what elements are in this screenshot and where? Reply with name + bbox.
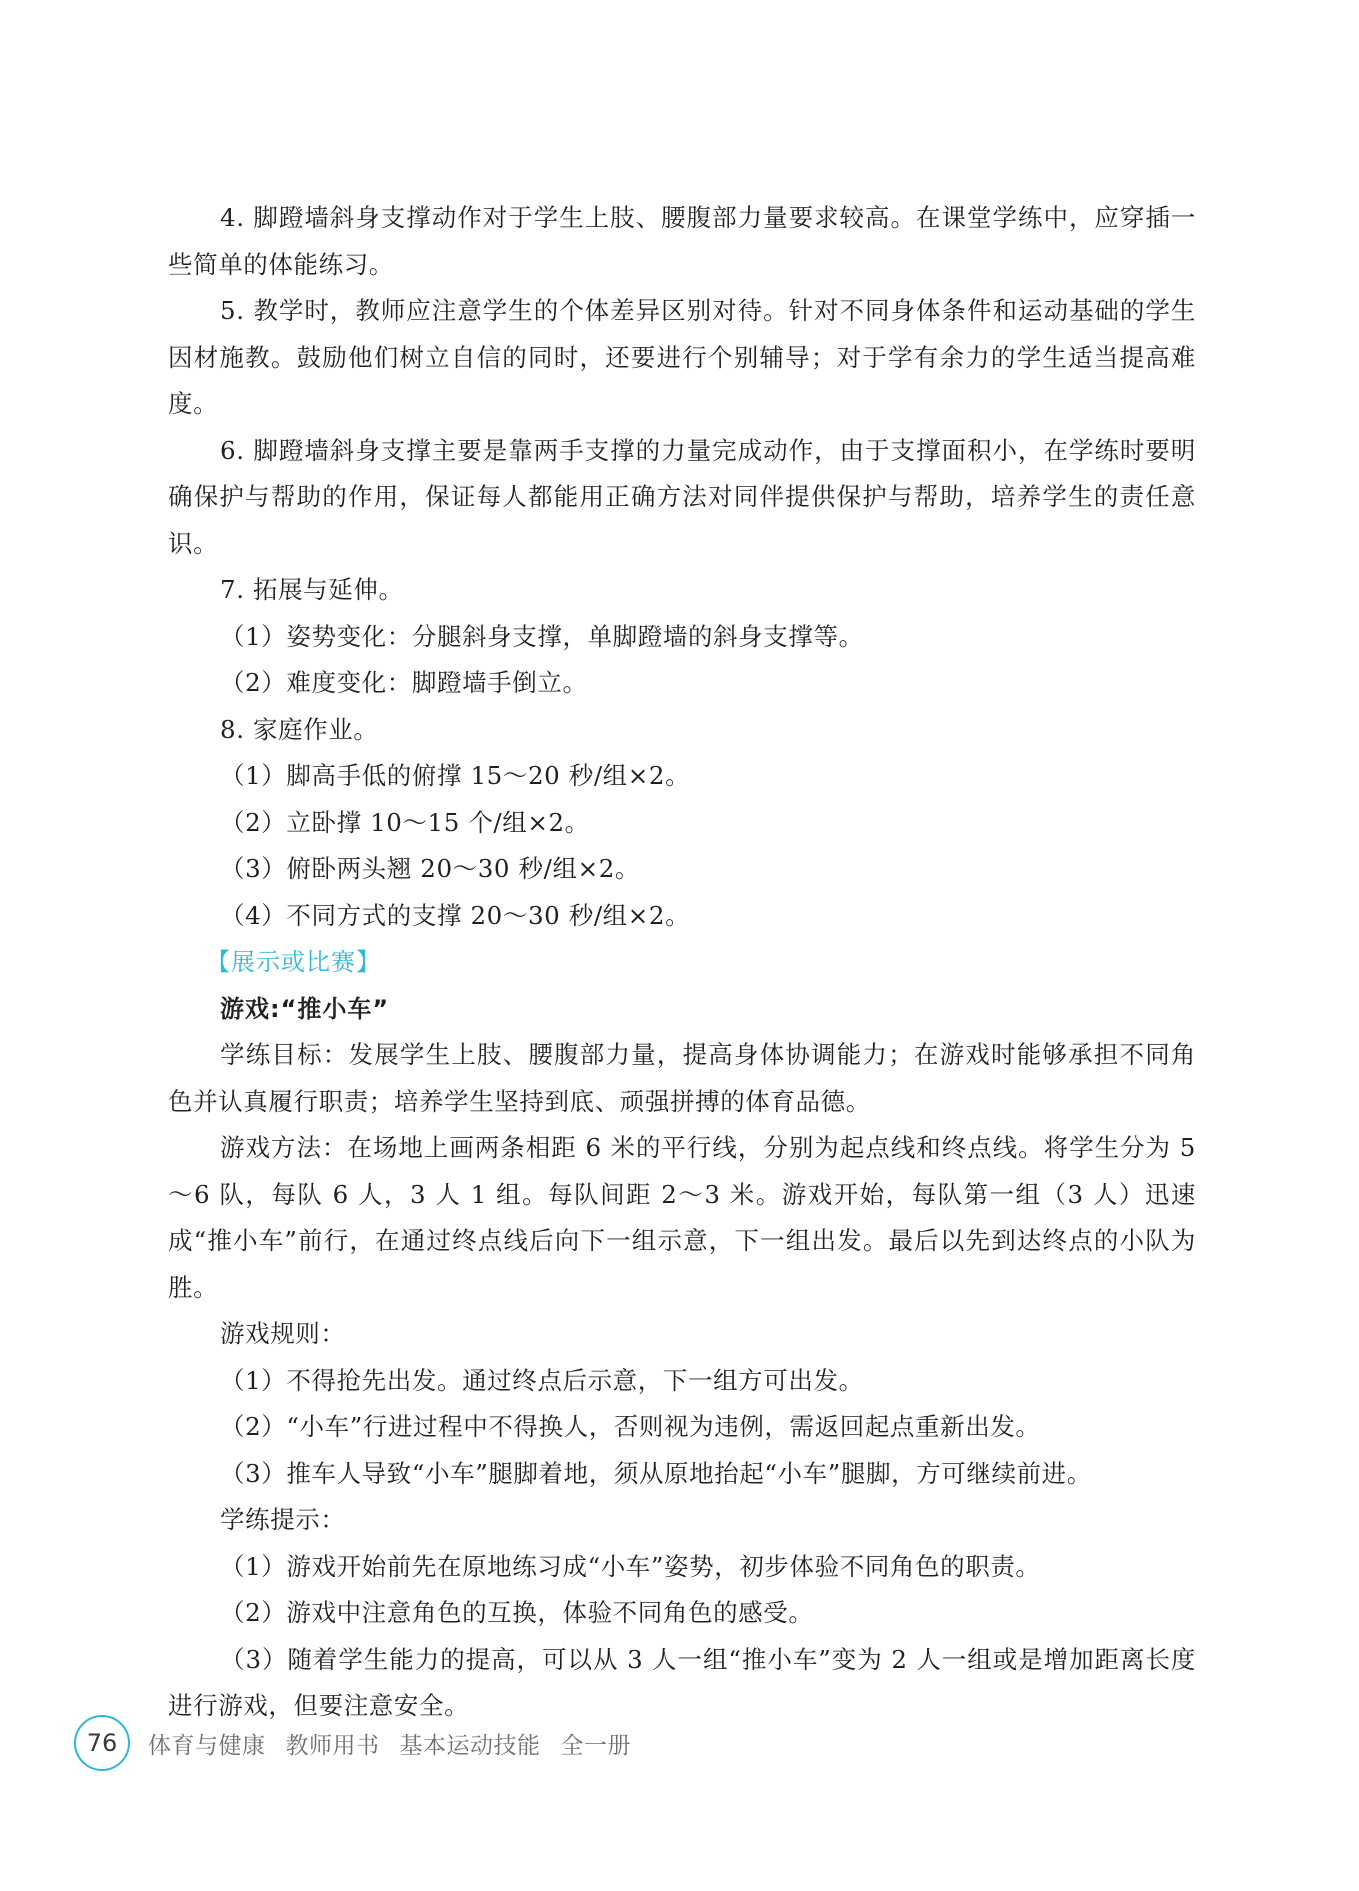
- book-type: 教师用书: [285, 1732, 380, 1759]
- paragraph-item-8: 8. 家庭作业。: [220, 714, 379, 744]
- page-number-badge: [74, 1715, 130, 1771]
- book-edition: 全一册: [560, 1732, 631, 1759]
- game-goal-paragraph: 学练目标：发展学生上肢、腰腹部力量，提高身体协调能力；在游戏时能够承担不同角色并认真履行职责；培养学生坚持到底、顽强拼搏的体育品德。: [168, 1040, 1196, 1116]
- section-heading: 【展示或比赛】: [206, 948, 381, 976]
- paragraph-item-7: 7. 拓展与延伸。: [220, 575, 404, 604]
- paragraph-item-6: 6. 脚蹬墙斜身支撑主要是靠两手支撑的力量完成动作，由于支撑面积小，在学练时要明确保护与帮助的作用，保证每人都能用正确方法对同伴提供保护与帮助，培养学生的责任意识。: [168, 435, 1196, 558]
- paragraph-sub-item: （2）立卧撑 10～15 个/组×2。: [220, 807, 590, 837]
- book-title: 体育与健康: [148, 1732, 266, 1759]
- book-volume: 基本运动技能: [399, 1732, 541, 1759]
- game-tip-item: （3）随着学生能力的提高，可以从 3 人一组“推小车”变为 2 人一组或是增加距离长度进行游戏，但要注意安全。: [168, 1644, 1196, 1720]
- paragraph-sub-item: （1）脚高手低的俯撑 15～20 秒/组×2。: [220, 761, 691, 790]
- page-footer: [74, 1713, 631, 1773]
- game-tip-item: （2）游戏中注意角色的互换，体验不同角色的感受。: [220, 1598, 814, 1627]
- paragraph-sub-item: （2）难度变化：脚蹬墙手倒立。: [220, 668, 588, 697]
- game-rule-item: （1）不得抢先出发。通过终点后示意，下一组方可出发。: [220, 1365, 864, 1395]
- game-tip-item: （1）游戏开始前先在原地练习成“小车”姿势，初步体验不同角色的职责。: [220, 1551, 1041, 1581]
- paragraph-sub-item: （1）姿势变化：分腿斜身支撑，单脚蹬墙的斜身支撑等。: [220, 621, 864, 651]
- paragraph-sub-item: （4）不同方式的支撑 20～30 秒/组×2。: [220, 900, 691, 930]
- game-rule-item: （2）“小车”行进过程中不得换人，否则视为违例，需返回起点重新出发。: [220, 1412, 1041, 1441]
- game-title: 游戏:“推小车”: [220, 994, 390, 1023]
- game-rules-label: 游戏规则：: [220, 1319, 346, 1348]
- game-rule-item: （3）推车人导致“小车”腿脚着地，须从原地抬起“小车”腿脚，方可继续前进。: [220, 1458, 1092, 1488]
- game-tips-label: 学练提示：: [220, 1505, 346, 1534]
- paragraph-item-5: 5. 教学时，教师应注意学生的个体差异区别对待。针对不同身体条件和运动基础的学生因材施教。鼓励他们树立自信的同时，还要进行个别辅导；对于学有余力的学生适当提高难度。: [168, 296, 1196, 418]
- game-method-paragraph: 游戏方法：在场地上画两条相距 6 米的平行线，分别为起点线和终点线。将学生分为 5～6 队，每队 6 人，3 人 1 组。每队间距 2～3 米。游戏开始，每队第一组（3 人）迅速成“推小车”前行，在通过终点线后向下一组示意，下一组出发。最后以先到达终点的小队为胜。: [168, 1133, 1196, 1302]
- paragraph-sub-item: （3）俯卧两头翘 20～30 秒/组×2。: [220, 854, 640, 883]
- paragraph-item-4: 4. 脚蹬墙斜身支撑动作对于学生上肢、腰腹部力量要求较高。在课堂学练中，应穿插一些简单的体能练习。: [168, 203, 1196, 279]
- page-body: [168, 195, 1196, 1730]
- page-number: 76: [86, 1729, 118, 1757]
- footer-book-info: [148, 1727, 631, 1760]
